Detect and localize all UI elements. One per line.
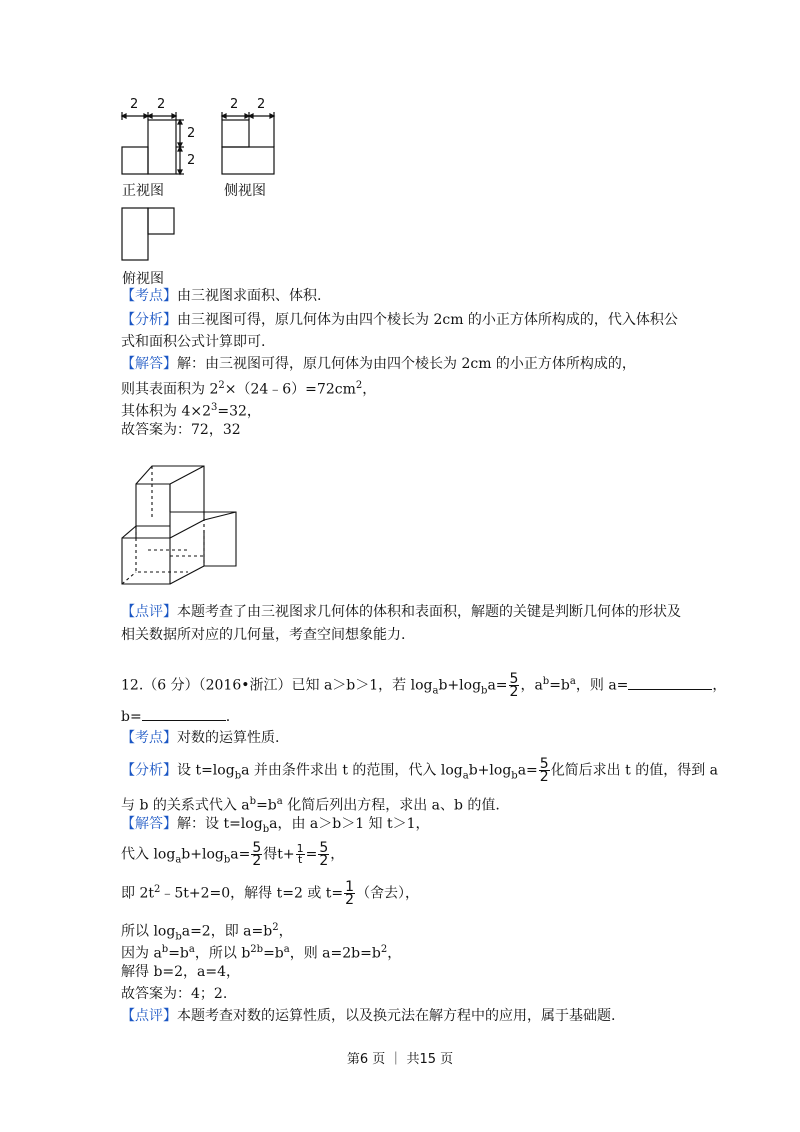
side-view	[222, 112, 274, 174]
text: 即 2t	[121, 885, 154, 902]
text: =32，	[217, 403, 261, 420]
cube-figure	[118, 460, 258, 596]
sup: a	[276, 796, 283, 807]
numerator: 5	[319, 840, 329, 856]
text: ，	[330, 846, 345, 863]
sub: a	[462, 770, 469, 782]
text: ，所以 b	[194, 945, 251, 962]
text: ，则 a=	[575, 677, 629, 694]
sub: b	[511, 770, 518, 782]
text: 与 b 的关系式代入 a	[121, 797, 250, 814]
q11-fenxi-1	[121, 310, 678, 330]
sup: 2	[380, 944, 388, 955]
numerator: 1	[296, 842, 304, 855]
sup: 2b	[250, 944, 264, 955]
text: b+log	[438, 677, 482, 694]
q12-stem	[121, 672, 726, 701]
jieda-tag: 【解答】	[121, 816, 177, 832]
text: =b	[168, 945, 189, 962]
text: ，则 a=2b=b	[289, 945, 381, 962]
side-view-label: 侧视图	[224, 183, 266, 199]
sup: b	[542, 676, 550, 687]
text: 其体积为 4×2	[121, 403, 211, 420]
fenxi-text: 由三视图可得，原几何体为由四个棱长为 2cm 的小正方体所构成的，代入体积公	[177, 312, 678, 328]
text: =b	[549, 677, 570, 694]
text: 12.（6 分）（2016•浙江）已知 a＞b＞1，若 log	[121, 677, 433, 694]
denominator: 2	[319, 853, 329, 869]
text: 所以 log	[121, 923, 176, 940]
sub: a	[432, 685, 439, 697]
fenxi-tag: 【分析】	[121, 312, 177, 328]
q11-kaodian	[121, 286, 321, 306]
q12-b-blank	[121, 706, 230, 727]
jieda-tag: 【解答】	[121, 356, 177, 372]
front-view-label: 正视图	[122, 183, 164, 199]
text: ，	[712, 677, 727, 694]
sub: b	[262, 823, 270, 835]
fraction	[296, 844, 305, 865]
sup: b	[249, 796, 257, 807]
q12-kaodian	[121, 728, 279, 748]
text: ，	[387, 945, 402, 962]
sup: 2	[218, 380, 225, 391]
text: =	[305, 846, 318, 863]
dianping-text: 本题考查对数的运算性质，以及换元法在解方程中的应用，属于基础题.	[177, 1008, 616, 1024]
text: a=	[517, 762, 538, 779]
q11-answer: 故答案为：72，32	[121, 422, 241, 438]
q12-jieda	[121, 814, 430, 840]
text: t+	[277, 846, 295, 863]
kaodian-text: 由三视图求面积、体积.	[177, 288, 322, 304]
text: a=2，即 a=b	[181, 923, 273, 940]
text: a	[534, 677, 543, 694]
text: 解：设 t=log	[177, 816, 263, 832]
sup: 2	[355, 380, 363, 391]
front-view	[122, 112, 184, 174]
text: 则其表面积为 2	[121, 381, 219, 398]
top-view	[122, 208, 174, 260]
text: b=	[121, 709, 142, 725]
text: a，由 a＞b＞1 知 t＞1，	[269, 816, 430, 832]
sup: 2	[153, 884, 161, 895]
sup: 3	[211, 402, 218, 413]
sub: a	[175, 854, 182, 866]
text: .	[225, 709, 231, 725]
dim-label: 2	[130, 97, 139, 112]
text: 化简后求出 t 的值，得到 a	[550, 762, 719, 779]
numerator: 5	[539, 756, 549, 772]
text: 得	[263, 846, 278, 863]
q11-dianping-1	[121, 602, 681, 622]
dianping-tag: 【点评】	[121, 604, 177, 620]
kaodian-text: 对数的运算性质.	[177, 730, 280, 746]
dim-label: 2	[230, 97, 239, 112]
dianping-tag: 【点评】	[121, 1008, 177, 1024]
denominator: t	[297, 853, 303, 866]
fraction	[318, 842, 329, 867]
q12-yinwei	[121, 940, 401, 964]
text: 因为 a	[121, 945, 162, 962]
numerator: 5	[509, 671, 519, 688]
numerator: 1	[345, 879, 355, 896]
text: 设 t=log	[177, 762, 235, 779]
sup: a	[569, 676, 576, 687]
page-footer: 第6 页 ｜ 共15 页	[346, 1052, 454, 1067]
jieda-text: 解：由三视图可得，原几何体为由四个棱长为 2cm 的小正方体所构成的，	[177, 356, 636, 372]
text: （舍去），	[356, 885, 420, 902]
denominator: 2	[345, 892, 355, 909]
dianping-text: 本题考查了由三视图求几何体的体积和表面积，解题的关键是判断几何体的形状及	[177, 604, 681, 620]
text: 代入 log	[121, 846, 176, 863]
text: =b	[256, 797, 277, 814]
q12-substitute	[121, 842, 344, 870]
kaodian-tag: 【考点】	[121, 730, 177, 746]
sup: b	[161, 944, 169, 955]
fraction	[509, 671, 520, 701]
text: ，	[520, 677, 535, 694]
sub: b	[175, 931, 182, 943]
text: =b	[263, 945, 284, 962]
text: b+log	[181, 846, 224, 863]
sub: b	[223, 854, 231, 866]
numerator: 5	[252, 840, 262, 856]
fraction	[251, 842, 262, 867]
fraction	[344, 879, 355, 909]
denominator: 2	[252, 853, 262, 869]
q11-jieda	[121, 354, 636, 374]
text: ×（24﹣6）=72cm	[224, 381, 356, 398]
sup: a	[283, 944, 290, 955]
text: a=	[230, 846, 251, 863]
dim-label: 2	[187, 126, 196, 141]
dim-label: 2	[157, 97, 166, 112]
sub: b	[234, 770, 242, 782]
dim-label: 2	[187, 153, 196, 168]
dim-label: 2	[257, 97, 266, 112]
text: ，	[362, 381, 377, 398]
answer-blank-b[interactable]	[142, 706, 226, 721]
denominator: 2	[539, 769, 549, 785]
q12-fenxi-1	[121, 758, 718, 786]
top-view-label: 俯视图	[122, 271, 164, 287]
text: 化简后列出方程，求出 a、b 的值.	[282, 797, 500, 814]
sup: 2	[272, 922, 279, 933]
q12-ji	[121, 879, 420, 909]
q11-dianping-2: 相关数据所对应的几何量，考查空间想象能力.	[121, 627, 406, 643]
fenxi-tag: 【分析】	[121, 762, 177, 779]
sub: b	[481, 685, 488, 697]
text: b+log	[468, 762, 512, 779]
text: a=	[487, 677, 508, 694]
text: ﹣5t+2=0，解得 t=2 或 t=	[160, 885, 344, 902]
fraction	[539, 758, 550, 783]
q12-jiede: 解得 b=2，a=4，	[121, 964, 241, 980]
kaodian-tag: 【考点】	[121, 288, 177, 304]
q11-volume	[121, 398, 261, 422]
text: ，	[278, 923, 293, 940]
sup: a	[188, 944, 195, 955]
q12-dianping	[121, 1006, 615, 1026]
q11-fenxi-2: 式和面积公式计算即可.	[121, 334, 266, 350]
q12-answer: 故答案为：4；2.	[121, 986, 228, 1002]
answer-blank-a[interactable]	[628, 675, 712, 690]
q11-area	[121, 376, 376, 400]
q12-fenxi-2	[121, 792, 500, 816]
denominator: 2	[509, 684, 519, 701]
text: a 并由条件求出 t 的范围，代入 log	[241, 762, 463, 779]
